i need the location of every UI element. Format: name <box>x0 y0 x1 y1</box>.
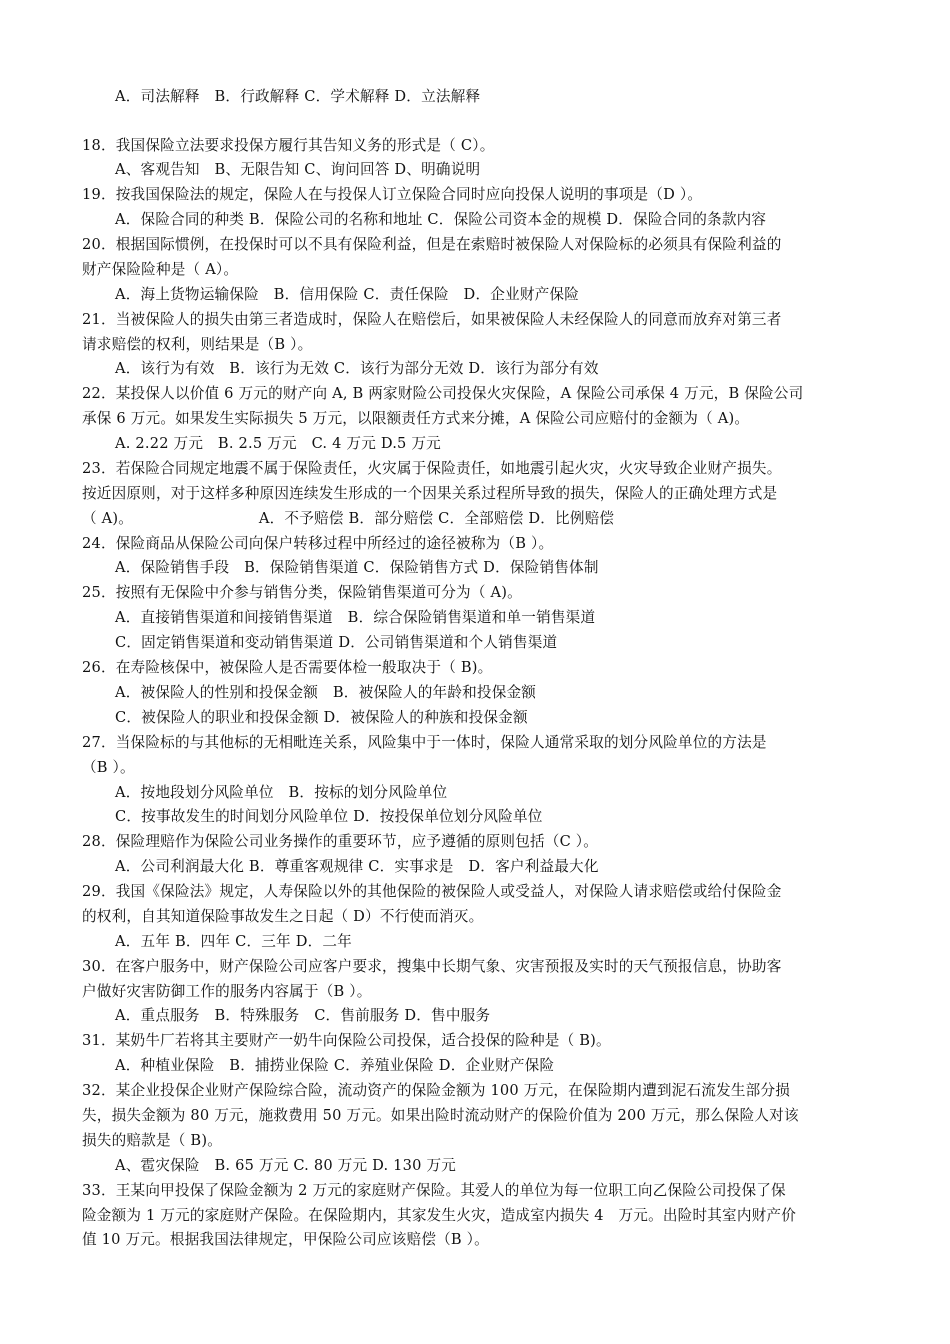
question-31: 31．某奶牛厂若将其主要财产一奶牛向保险公司投保，适合投保的险种是（ B)。 <box>82 1032 611 1049</box>
question-30-cont: 户做好灾害防御工作的服务内容属于（B ）。 <box>82 983 372 1000</box>
question-33-cont2: 值 10 万元。根据我国法律规定，甲保险公司应该赔偿（B ）。 <box>82 1231 489 1248</box>
question-20-cont: 财产保险险种是（ A）。 <box>82 261 239 278</box>
question-23-cont: 按近因原则，对于这样多种原因连续发生形成的一个因果关系过程所导致的损失，保险人的正确处理方式是 <box>82 485 778 502</box>
question-21: 21．当被保险人的损失由第三者造成时，保险人在赔偿后，如果被保险人未经保险人的同意而放弃对第三者 <box>82 311 782 328</box>
question-33-cont: 险金额为 1 万元的家庭财产保险。在保险期内，其家发生火灾，造成室内损失 4 万元。出险时其室内财产价 <box>82 1207 797 1224</box>
question-23-options: （ A)。 A．不予赔偿 B．部分赔偿 C．全部赔偿 D．比例赔偿 <box>82 510 615 527</box>
option-line-24: A．保险销售手段 B．保险销售渠道 C．保险销售方式 D．保险销售体制 <box>115 559 599 576</box>
question-23: 23．若保险合同规定地震不属于保险责任，火灾属于保险责任，如地震引起火灾，火灾导致企业财产损失。 <box>82 460 782 477</box>
option-line-28: A．公司利润最大化 B．尊重客观规律 C．实事求是 D．客户利益最大化 <box>115 858 599 875</box>
option-line-17: A．司法解释 B．行政解释 C．学术解释 D．立法解释 <box>115 88 481 105</box>
question-32-cont: 失，损失金额为 80 万元，施救费用 50 万元。如果出险时流动财产的保险价值为 200 万元，那么保险人对该 <box>82 1107 799 1124</box>
option-line-31: A．种植业保险 B．捕捞业保险 C．养殖业保险 D．企业财产保险 <box>115 1057 555 1074</box>
question-19: 19．按我国保险法的规定，保险人在与投保人订立保险合同时应向投保人说明的事项是（D ）。 <box>82 186 703 203</box>
question-33: 33．王某向甲投保了保险金额为 2 万元的家庭财产保险。其爱人的单位为每一位职工向乙保险公司投保了保 <box>82 1182 786 1199</box>
question-32-cont2: 损失的赔款是（ B)。 <box>82 1132 223 1149</box>
option-line-29: A．五年 B．四年 C．三年 D．二年 <box>115 933 352 950</box>
question-27-cont: （B ）。 <box>82 759 135 776</box>
option-line-22: A. 2.22 万元 B. 2.5 万元 C. 4 万元 D.5 万元 <box>115 435 441 452</box>
option-line-18: A、客观告知 B、无限告知 C、询问回答 D、明确说明 <box>115 161 481 178</box>
option-line-27a: A．按地段划分风险单位 B．按标的划分风险单位 <box>115 784 448 801</box>
option-line-26b: C．被保险人的职业和投保金额 D．被保险人的种族和投保金额 <box>115 709 528 726</box>
question-21-cont: 请求赔偿的权利，则结果是（B ）。 <box>82 336 313 353</box>
question-32: 32．某企业投保企业财产保险综合险，流动资产的保险金额为 100 万元，在保险期内遭到泥石流发生部分损 <box>82 1082 791 1099</box>
question-18: 18．我国保险立法要求投保方履行其告知义务的形式是（ C）。 <box>82 137 495 154</box>
option-line-25b: C．固定销售渠道和变动销售渠道 D．公司销售渠道和个人销售渠道 <box>115 634 558 651</box>
option-line-32: A、雹灾保险 B. 65 万元 C. 80 万元 D. 130 万元 <box>115 1157 457 1174</box>
question-28: 28．保险理赔作为保险公司业务操作的重要环节，应予遵循的原则包括（C ）。 <box>82 833 599 850</box>
option-line-25a: A．直接销售渠道和间接销售渠道 B．综合保险销售渠道和单一销售渠道 <box>115 609 596 626</box>
question-22: 22．某投保人以价值 6 万元的财产向 A, B 两家财险公司投保火灾保险，A 保险公司承保 4 万元，B 保险公司 <box>82 385 804 402</box>
question-29: 29．我国《保险法》规定，人寿保险以外的其他保险的被保险人或受益人，对保险人请求赔偿或给付保险金 <box>82 883 782 900</box>
question-25: 25．按照有无保险中介参与销售分类，保险销售渠道可分为（ A)。 <box>82 584 522 601</box>
question-24: 24．保险商品从保险公司向保户转移过程中所经过的途径被称为（B ）。 <box>82 535 554 552</box>
option-line-21: A．该行为有效 B．该行为无效 C．该行为部分无效 D．该行为部分有效 <box>115 360 599 377</box>
option-line-26a: A．被保险人的性别和投保金额 B．被保险人的年龄和投保金额 <box>115 684 537 701</box>
question-30: 30．在客户服务中，财产保险公司应客户要求，搜集中长期气象、灾害预报及实时的天气预报信息，协助客 <box>82 958 782 975</box>
question-27: 27．当保险标的与其他标的无相毗连关系，风险集中于一体时，保险人通常采取的划分风险单位的方法是 <box>82 734 767 751</box>
option-line-20: A．海上货物运输保险 B．信用保险 C．责任保险 D．企业财产保险 <box>115 286 579 303</box>
question-29-cont: 的权利，自其知道保险事故发生之日起（ D）不行使而消灭。 <box>82 908 484 925</box>
question-26: 26．在寿险核保中，被保险人是否需要体检一般取决于（ B)。 <box>82 659 493 676</box>
option-line-19: A．保险合同的种类 B．保险公司的名称和地址 C．保险公司资本金的规模 D．保险合同的条款内容 <box>115 211 767 228</box>
option-line-30: A．重点服务 B．特殊服务 C．售前服务 D．售中服务 <box>115 1007 491 1024</box>
question-20: 20．根据国际惯例，在投保时可以不具有保险利益，但是在索赔时被保险人对保险标的必须具有保险利益的 <box>82 236 782 253</box>
question-22-cont: 承保 6 万元。如果发生实际损失 5 万元，以限额责任方式来分摊，A 保险公司应赔付的金额为（ A)。 <box>82 410 750 427</box>
option-line-27b: C．按事故发生的时间划分风险单位 D．按投保单位划分风险单位 <box>115 808 543 825</box>
